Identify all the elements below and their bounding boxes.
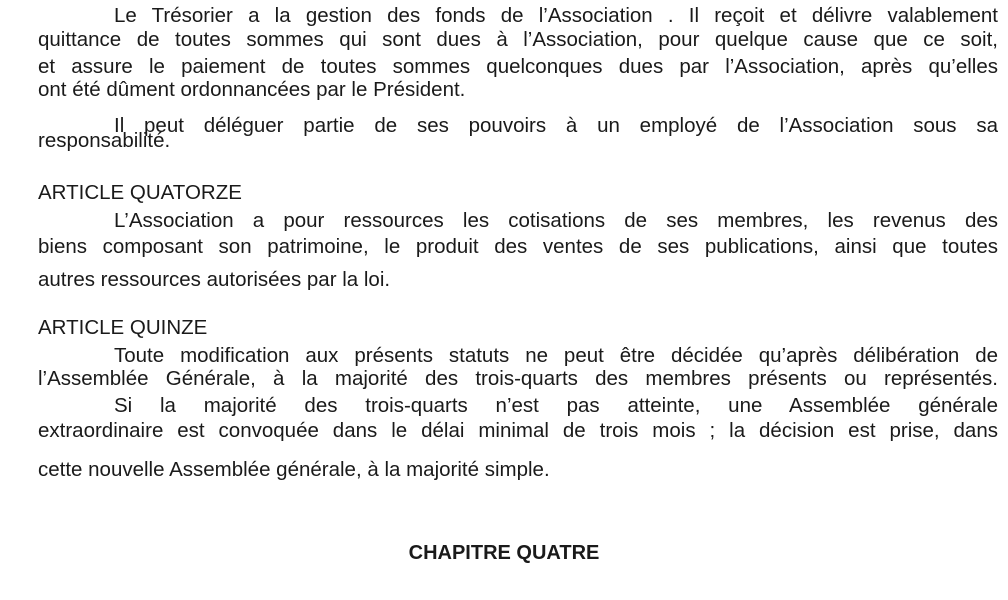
- article-quatorze-line: biens composant son patrimoine, le produit des ventes de ses publications, ainsi que toutes: [38, 235, 998, 258]
- chapter-title: CHAPITRE QUATRE: [408, 542, 600, 564]
- article-quinze-heading: ARTICLE QUINZE: [38, 316, 208, 339]
- article-quinze-line: extraordinaire est convoquée dans le délai minimal de trois mois ; la décision est prise, dans: [38, 419, 998, 442]
- article-quinze-line: cette nouvelle Assemblée générale, à la majorité simple.: [38, 458, 550, 481]
- paragraph-delegation-line: responsabilité.: [38, 129, 171, 152]
- article-quatorze-heading: ARTICLE QUATORZE: [38, 181, 242, 204]
- paragraph-delegation-line: Il peut déléguer partie de ses pouvoirs à un employé de l’Association sous sa: [114, 114, 998, 137]
- article-quatorze-line: L’Association a pour ressources les cotisations de ses membres, les revenus des: [114, 209, 998, 232]
- paragraph-tresorier-line: quittance de toutes sommes qui sont dues à l’Association, pour quelque cause que ce soit,: [38, 28, 998, 51]
- article-quatorze-line: autres ressources autorisées par la loi.: [38, 268, 391, 291]
- article-quinze-line: Si la majorité des trois-quarts n’est pas atteinte, une Assemblée générale: [114, 394, 998, 417]
- paragraph-tresorier-line: et assure le paiement de toutes sommes quelconques dues par l’Association, après qu’elles: [38, 55, 998, 78]
- paragraph-tresorier-line: Le Trésorier a la gestion des fonds de l’Association . Il reçoit et délivre valablement: [114, 4, 998, 27]
- paragraph-tresorier-line: ont été dûment ordonnancées par le Président.: [38, 78, 466, 101]
- article-quinze-line: Toute modification aux présents statuts ne peut être décidée qu’après délibération de: [114, 344, 998, 367]
- article-quinze-line: l’Assemblée Générale, à la majorité des trois-quarts des membres présents ou représentés.: [38, 367, 998, 390]
